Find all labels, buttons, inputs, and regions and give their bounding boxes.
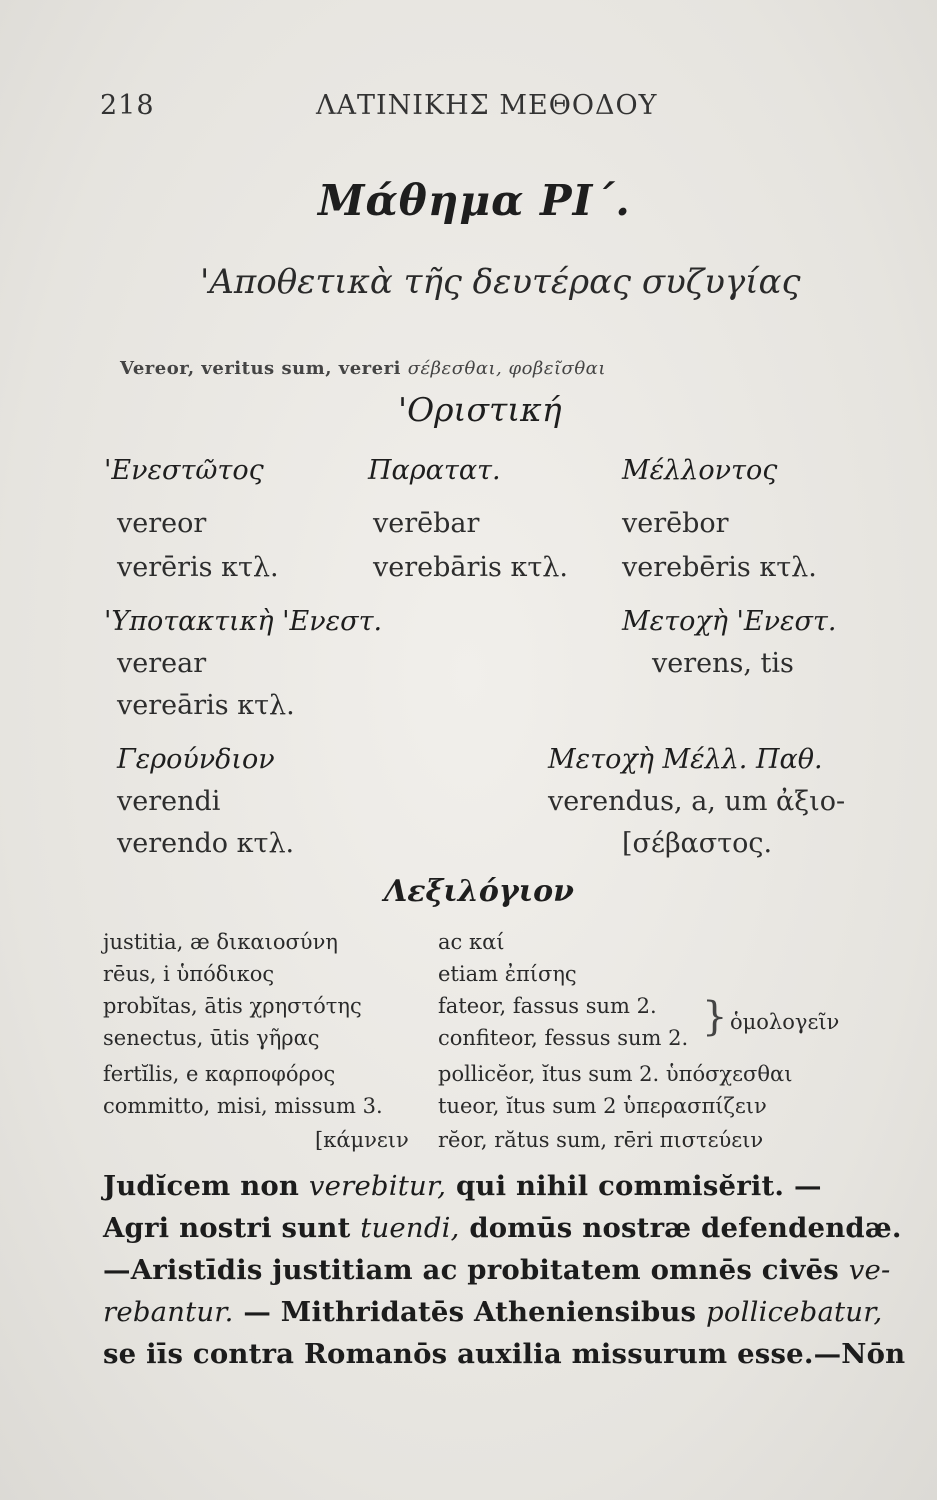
vocab-right-2: etiam ἐπίσης xyxy=(438,962,577,986)
present-form-2: verēris κτλ. xyxy=(117,552,279,583)
future-form-1: verēbor xyxy=(622,508,729,539)
subjunctive-form-2: vereāris κτλ. xyxy=(117,690,295,721)
vocab-right-4: confiteor, fessus sum 2. xyxy=(438,1026,689,1050)
exercise-line-4-verb: rebantur. xyxy=(103,1296,234,1328)
vocab-left-7: [κάμνειν xyxy=(315,1128,409,1152)
exercise-line-3 xyxy=(103,1254,890,1286)
verb-principal-parts xyxy=(120,358,606,379)
vocab-brace-gloss: ὁμολογεῖν xyxy=(730,1010,840,1034)
running-title: ΛΑΤΙΝΙΚΗΣ ΜΕΘΟΔΟΥ xyxy=(316,90,658,121)
exercise-line-2-b: domūs nostræ defendendæ. xyxy=(459,1212,902,1244)
vocabulary-heading: Λεξιλόγιον xyxy=(384,874,574,909)
vocab-left-1: justitia, æ δικαιοσύνη xyxy=(103,930,338,954)
exercise-line-5 xyxy=(103,1338,905,1370)
indicative-heading: 'Οριστική xyxy=(398,390,562,429)
subjunctive-heading: 'Υποτακτικὴ 'Ενεστ. xyxy=(104,606,383,637)
exercise-line-2 xyxy=(103,1212,902,1244)
lesson-title: Μάθημα ΡΙ΄. xyxy=(318,176,631,225)
present-participle-form: verens, tis xyxy=(652,648,794,679)
verb-latin: Vereor, veritus sum, vereri xyxy=(120,358,401,379)
future-form-2: verebēris κτλ. xyxy=(622,552,817,583)
vocab-right-5: pollicĕor, ĭtus sum 2. ὑπόσχεσθαι xyxy=(438,1062,793,1086)
vocab-left-4: senectus, ūtis γῆρας xyxy=(103,1026,320,1050)
imperfect-form-2: verebāris κτλ. xyxy=(373,552,568,583)
vocab-left-2: rēus, i ὑπόδικος xyxy=(103,962,275,986)
imperfect-form-1: verēbar xyxy=(373,508,480,539)
present-heading: 'Ενεστῶτος xyxy=(104,455,264,486)
exercise-line-2-a: Agri nostri sunt xyxy=(103,1212,361,1244)
present-participle-heading: Μετοχὴ 'Ενεστ. xyxy=(622,606,837,637)
vocab-right-1: ac καί xyxy=(438,930,505,954)
brace-symbol: } xyxy=(702,994,728,1040)
exercise-line-3-a: —Aristīdis justitiam ac probitatem omnēs civēs xyxy=(103,1254,849,1286)
future-passive-participle-form: verendus, a, um ἀξιο- xyxy=(548,786,846,817)
vocab-right-7: rĕor, rătus sum, rēri πιστεύειν xyxy=(438,1128,764,1152)
exercise-line-1-verb: verebitur, xyxy=(308,1170,447,1202)
vocab-right-3: fateor, fassus sum 2. xyxy=(438,994,657,1018)
imperfect-heading: Παρατατ. xyxy=(368,455,501,486)
future-passive-participle-gloss: [σέβαστος. xyxy=(622,828,773,859)
vocab-left-3: probĭtas, ātis χρηστότης xyxy=(103,994,362,1018)
gerund-heading: Γερούνδιον xyxy=(117,744,275,775)
subjunctive-form-1: verear xyxy=(117,648,207,679)
exercise-line-1-b: qui nihil commisĕrit. — xyxy=(446,1170,822,1202)
gerund-form-1: verendi xyxy=(117,786,221,817)
verb-greek-gloss: σέβεσθαι, φοβεῖσθαι xyxy=(407,358,606,379)
page-number: 218 xyxy=(100,90,155,121)
section-subtitle: 'Αποθετικὰ τῆς δευτέρας συζυγίας xyxy=(200,262,801,302)
present-form-1: vereor xyxy=(117,508,207,539)
exercise-line-3-verb: ve- xyxy=(848,1254,891,1286)
exercise-line-4-verb-2: pollicebatur, xyxy=(706,1296,883,1328)
exercise-line-4-a: — Mithridatēs Atheniensibus xyxy=(233,1296,707,1328)
vocab-left-6: committo, misi, missum 3. xyxy=(103,1094,383,1118)
vocab-right-6: tueor, ĭtus sum 2 ὑπερασπίζειν xyxy=(438,1094,767,1118)
gerund-form-2: verendo κτλ. xyxy=(117,828,295,859)
future-heading: Μέλλοντος xyxy=(622,455,778,486)
exercise-line-1-a: Judĭcem non xyxy=(103,1170,309,1202)
exercise-line-1 xyxy=(103,1170,822,1202)
future-passive-participle-heading: Μετοχὴ Μέλλ. Παθ. xyxy=(548,744,823,775)
exercise-line-5-a: se iīs contra Romanōs auxilia missurum esse.—Nōn xyxy=(103,1338,906,1370)
vocab-left-5: fertĭlis, e καρποφόρος xyxy=(103,1062,336,1086)
exercise-line-2-verb: tuendi, xyxy=(360,1212,460,1244)
exercise-line-4 xyxy=(103,1296,882,1328)
